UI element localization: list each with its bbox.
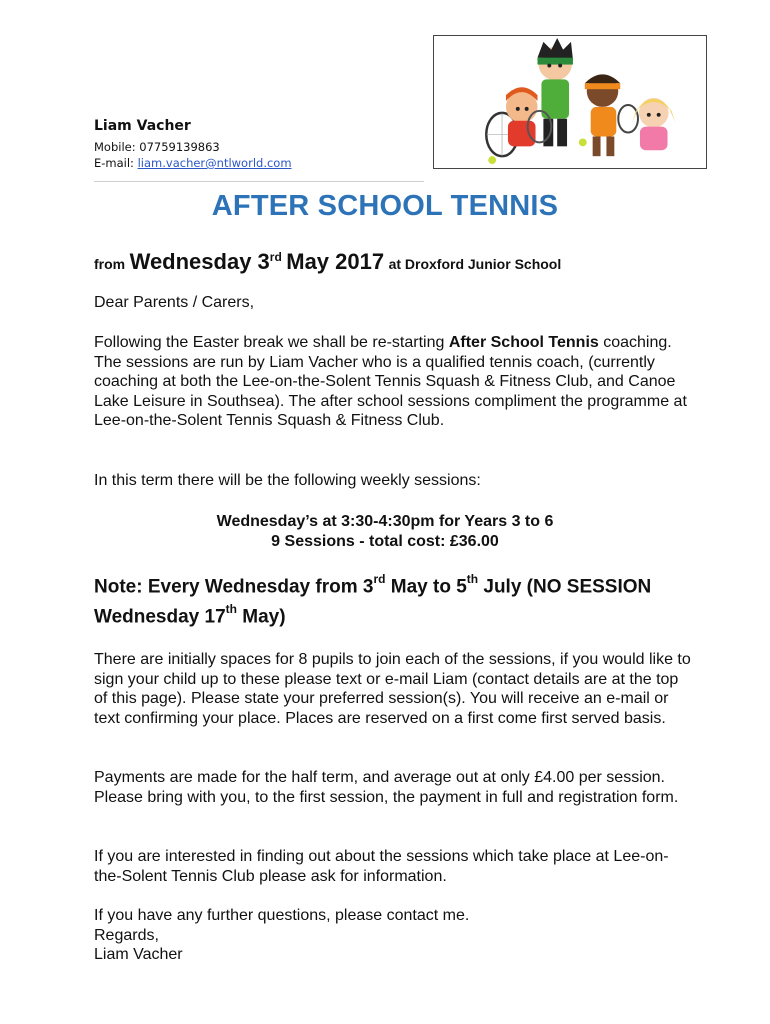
header-divider — [94, 181, 424, 182]
closing-line-2: Regards, — [94, 927, 159, 944]
paragraph-spaces: There are initially spaces for 8 pupils to join each of the sessions, if you would like to sign your child up to these please text or e-mail Liam (contact details are at the top of this page). Please state your preferred session(s). You will receive an e-mail or text confirming your place. Places are reserved on a first come first served basis. — [94, 651, 691, 727]
contact-name: Liam Vacher — [94, 118, 191, 134]
mobile-label: Mobile: — [94, 140, 140, 154]
email-label: E-mail: — [94, 156, 138, 170]
note-sup-2: th — [466, 572, 479, 586]
sessions-line-2: 9 Sessions - total cost: £36.00 — [271, 533, 499, 550]
intro-paragraph — [94, 333, 694, 431]
intro-after: coaching. The sessions are run by Liam Vacher who is a qualified tennis coach, (currently coaching at both the Lee-on-the-Solent Tennis Squash & Fitness Club, and Canoe Lake Leisure in Southsea). The after school sessions compliment the programme at Lee-on-the-Solent Tennis Squash & Fitness Club. — [94, 334, 687, 429]
kids-tennis-icon — [434, 36, 706, 168]
paragraph-payments: Payments are made for the half term, and average out at only £4.00 per session. Please bring with you, to the first session, the payment in full and registration form. — [94, 769, 679, 806]
note-sup-1: rd — [373, 572, 386, 586]
note — [94, 569, 654, 630]
greeting: Dear Parents / Carers, — [94, 294, 255, 311]
note-part-3: July (NO SESSION Wednesday 17 — [94, 576, 652, 628]
date-location-line — [94, 249, 561, 275]
note-part-1: Note: Every Wednesday from 3 — [94, 576, 374, 598]
note-part-2: May to 5 — [385, 576, 467, 598]
date-day: Wednesday 3 — [129, 249, 270, 274]
sessions-line-1: Wednesday’s at 3:30-4:30pm for Years 3 to 6 — [216, 513, 554, 530]
location: at Droxford Junior School — [388, 256, 562, 272]
sessions-intro: In this term there will be the following weekly sessions: — [94, 472, 481, 489]
page-title: AFTER SCHOOL TENNIS — [211, 190, 559, 222]
closing-line-1: If you have any further questions, please contact me. — [94, 907, 470, 924]
date-rest: May 2017 — [286, 249, 385, 274]
date-sup: rd — [269, 249, 282, 264]
intro-before: Following the Easter break we shall be re-starting — [94, 334, 449, 351]
from-prefix: from — [94, 256, 126, 272]
contact-block — [94, 118, 292, 170]
contact-mobile — [94, 140, 292, 154]
kids-tennis-illustration — [433, 35, 707, 169]
closing-signature: Liam Vacher — [94, 946, 183, 963]
note-sup-3: th — [225, 602, 237, 617]
email-link[interactable]: liam.vacher@ntlworld.com — [137, 156, 292, 170]
mobile-number: 07759139863 — [139, 140, 220, 154]
paragraph-info: If you are interested in finding out about the sessions which take place at Lee-on-the-Solent Tennis Club please ask for information. — [94, 848, 669, 885]
contact-email — [94, 156, 292, 170]
intro-bold: After School Tennis — [448, 334, 599, 351]
note-part-4: May) — [236, 606, 286, 628]
